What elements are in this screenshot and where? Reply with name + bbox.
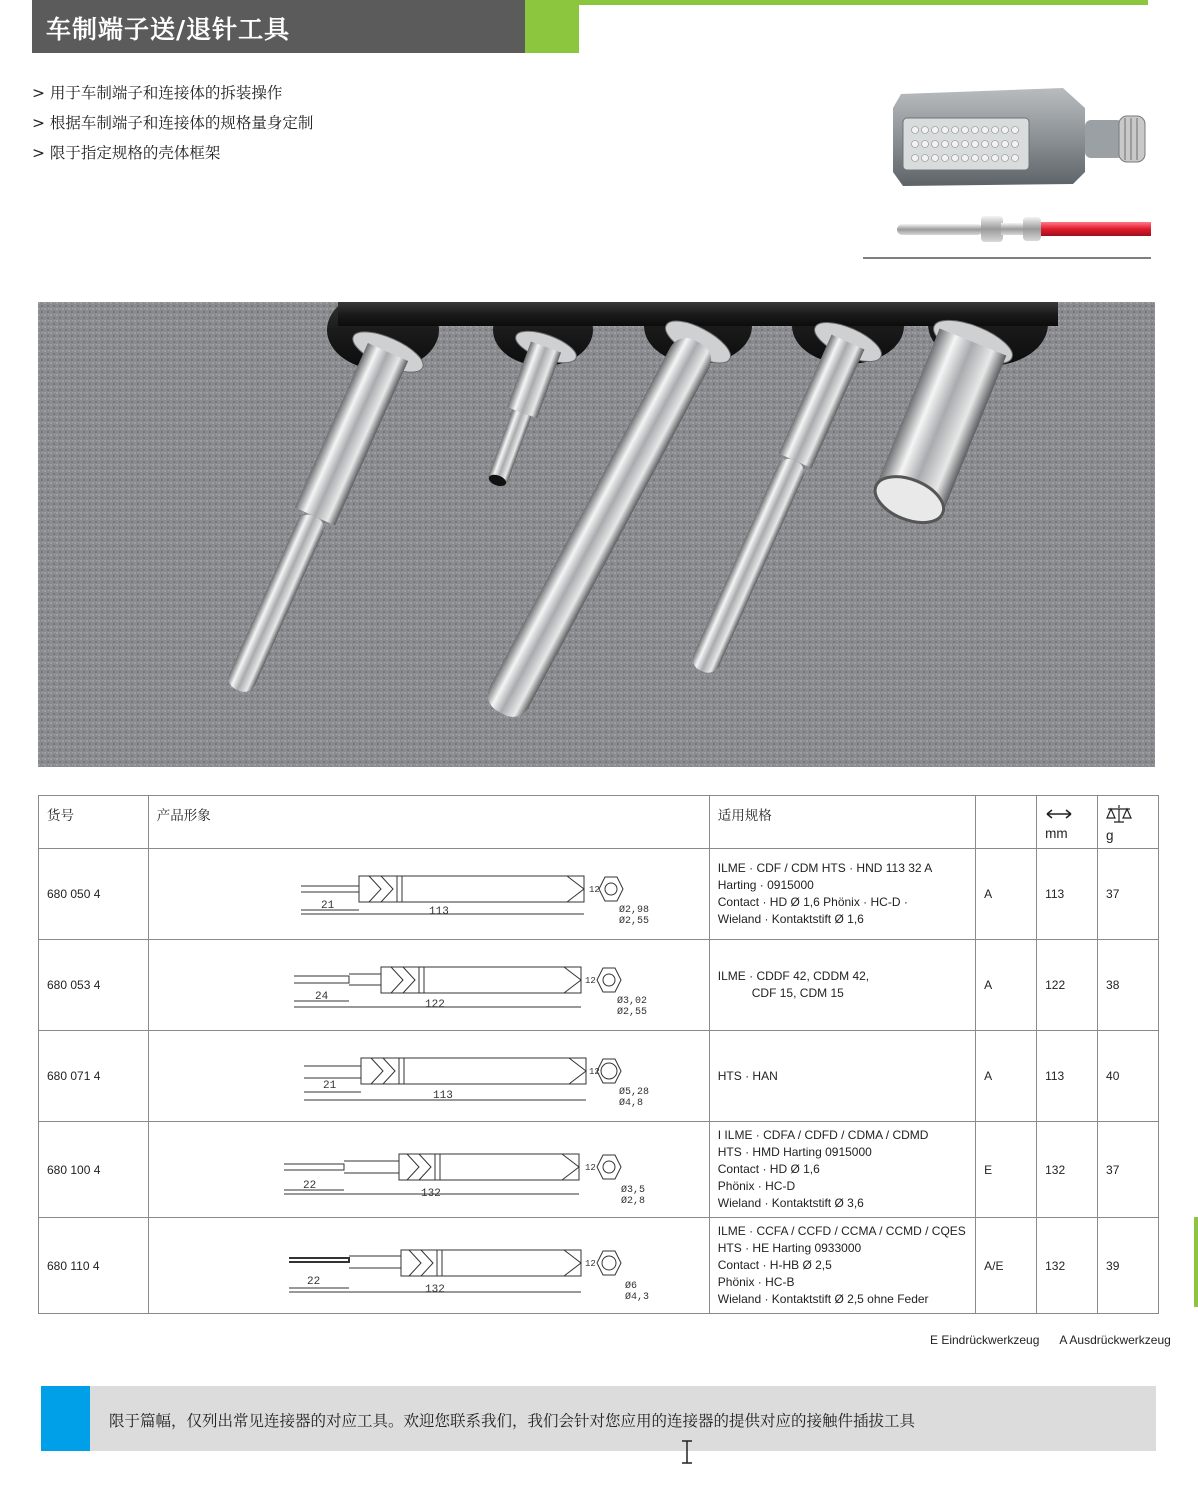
tool-type: E	[976, 1122, 1037, 1218]
dim-tip: 21	[322, 1080, 336, 1092]
table-row	[39, 1122, 1159, 1218]
tool-drawing-svg	[149, 850, 709, 938]
title-bar	[32, 0, 525, 53]
spec-line: ILME · CDDF 42, CDDM 42,	[717, 969, 870, 983]
col-length	[1037, 796, 1098, 849]
spec-line: ILME · CDF / CDM HTS · HND 113 32 A	[717, 861, 933, 875]
dim-hex: 12	[588, 1067, 600, 1077]
dim-d1: Ø3,02	[616, 996, 647, 1007]
spec-line: Contact · HD Ø 1,6	[717, 1162, 820, 1176]
part-number: 680 053 4	[39, 940, 149, 1031]
part-number: 680 110 4	[39, 1218, 149, 1314]
dim-total: 132	[420, 1187, 441, 1200]
col-image: 产品形象	[148, 796, 709, 849]
tool-drawing-svg	[149, 941, 709, 1029]
feature-item: > 限于指定规格的壳体框架	[32, 144, 221, 162]
tool-length: 132	[1037, 1122, 1098, 1218]
spec-cell	[709, 940, 975, 1031]
table-header-row	[39, 796, 1159, 849]
tool-drawing	[148, 1122, 709, 1218]
accent-block	[525, 0, 579, 53]
note-bar	[41, 1386, 1156, 1451]
note-text: 限于篇幅，仅列出常见连接器的对应工具。欢迎您联系我们，我们会针对您应用的连接器的提供对应的接触件插拔工具	[109, 1412, 916, 1430]
page-title: 车制端子送/退针工具	[46, 15, 291, 44]
part-number: 680 050 4	[39, 849, 149, 940]
table-row	[39, 849, 1159, 940]
dim-tip: 22	[306, 1275, 320, 1288]
spec-line: Contact · HD Ø 1,6 Phönix · HC-D ·	[717, 895, 908, 909]
note-accent	[41, 1386, 90, 1451]
legend-a: A Ausdrückwerkzeug	[1059, 1333, 1171, 1347]
tool-drawing-svg	[149, 1032, 709, 1120]
tool-weight: 40	[1098, 1031, 1159, 1122]
dim-total: 113	[432, 1090, 453, 1102]
spec-line: Contact · H-HB Ø 2,5	[717, 1258, 832, 1272]
tools-photo	[38, 302, 1155, 767]
tool-length: 122	[1037, 940, 1098, 1031]
accent-line	[579, 0, 1148, 5]
spec-line: Phönix · HC-D	[717, 1179, 796, 1193]
dim-tip: 21	[320, 900, 334, 912]
spec-cell	[709, 1031, 975, 1122]
feature-list	[32, 78, 313, 168]
tool-drawing	[148, 849, 709, 940]
dim-d2: Ø4,8	[618, 1098, 643, 1109]
spec-cell	[709, 1122, 975, 1218]
spec-line: Phönix · HC-B	[717, 1275, 795, 1289]
spec-line: HTS · HAN	[717, 1068, 778, 1083]
table-row	[39, 1218, 1159, 1314]
dim-tip: 22	[302, 1179, 316, 1192]
dim-hex: 12	[584, 1162, 596, 1173]
feature-item: > 用于车制端子和连接体的拆装操作	[32, 84, 283, 102]
col-part-no: 货号	[39, 796, 149, 849]
col-type	[976, 796, 1037, 849]
legend-e: E Eindrückwerkzeug	[930, 1333, 1040, 1347]
type-legend	[930, 1333, 1171, 1347]
dim-total: 132	[424, 1283, 445, 1296]
spec-cell	[709, 1218, 975, 1314]
spec-line: CDF 15, CDM 15	[751, 986, 844, 1000]
text-cursor-icon	[679, 1440, 695, 1464]
dim-d2: Ø2,55	[618, 916, 649, 927]
dim-hex: 12	[584, 1258, 596, 1269]
spec-line: Harting · 0915000	[717, 878, 814, 892]
side-accent	[1194, 1217, 1198, 1307]
dim-hex: 12	[584, 976, 596, 986]
tool-length: 113	[1037, 849, 1098, 940]
tool-type: A	[976, 940, 1037, 1031]
dim-total: 113	[428, 906, 449, 918]
length-arrow-icon	[1045, 808, 1073, 820]
connector-product-image	[863, 72, 1153, 262]
table-row	[39, 940, 1159, 1031]
tool-drawing-svg	[149, 1220, 709, 1312]
dim-total: 122	[424, 999, 445, 1011]
spec-line: HTS · HE Harting 0933000	[717, 1241, 862, 1255]
tool-type: A	[976, 849, 1037, 940]
spec-table	[38, 795, 1159, 1314]
tool-length: 113	[1037, 1031, 1098, 1122]
spec-line: Wieland · Kontaktstift Ø 1,6	[717, 912, 864, 926]
tool-drawing	[148, 1218, 709, 1314]
tool-type: A	[976, 1031, 1037, 1122]
dim-d1: Ø3,5	[620, 1184, 645, 1196]
dim-tip: 24	[314, 991, 328, 1003]
spec-cell	[709, 849, 975, 940]
spec-line: Wieland · Kontaktstift Ø 3,6	[717, 1196, 864, 1210]
spec-line: ILME · CCFA / CCFD / CCMA / CCMD / CQES	[717, 1224, 966, 1238]
part-number: 680 071 4	[39, 1031, 149, 1122]
dim-hex: 12	[588, 885, 600, 895]
tool-drawing	[148, 940, 709, 1031]
tool-weight: 39	[1098, 1218, 1159, 1314]
part-number: 680 100 4	[39, 1122, 149, 1218]
dim-d2: Ø2,55	[616, 1007, 647, 1018]
dim-d2: Ø4,3	[624, 1291, 649, 1303]
tool-type: A/E	[976, 1218, 1037, 1314]
table-row	[39, 1031, 1159, 1122]
tool-weight: 37	[1098, 849, 1159, 940]
length-unit: mm	[1045, 826, 1068, 841]
col-weight	[1098, 796, 1159, 849]
tool-drawing-svg	[149, 1124, 709, 1216]
spec-line: HTS · HMD Harting 0915000	[717, 1145, 872, 1159]
tool-weight: 38	[1098, 940, 1159, 1031]
weight-unit: g	[1106, 828, 1114, 843]
spec-line: I ILME · CDFA / CDFD / CDMA / CDMD	[717, 1128, 929, 1142]
dim-d1: Ø6	[624, 1280, 637, 1292]
tool-drawing	[148, 1031, 709, 1122]
tool-length: 132	[1037, 1218, 1098, 1314]
feature-item: > 根据车制端子和连接体的规格量身定制	[32, 114, 314, 132]
scale-icon	[1106, 804, 1132, 824]
spec-line: Wieland · Kontaktstift Ø 2,5 ohne Feder	[717, 1292, 929, 1306]
dim-d1: Ø2,98	[618, 905, 649, 916]
dim-d1: Ø5,28	[618, 1087, 649, 1098]
tool-weight: 37	[1098, 1122, 1159, 1218]
dim-d2: Ø2,8	[620, 1195, 645, 1207]
col-spec: 适用规格	[709, 796, 975, 849]
